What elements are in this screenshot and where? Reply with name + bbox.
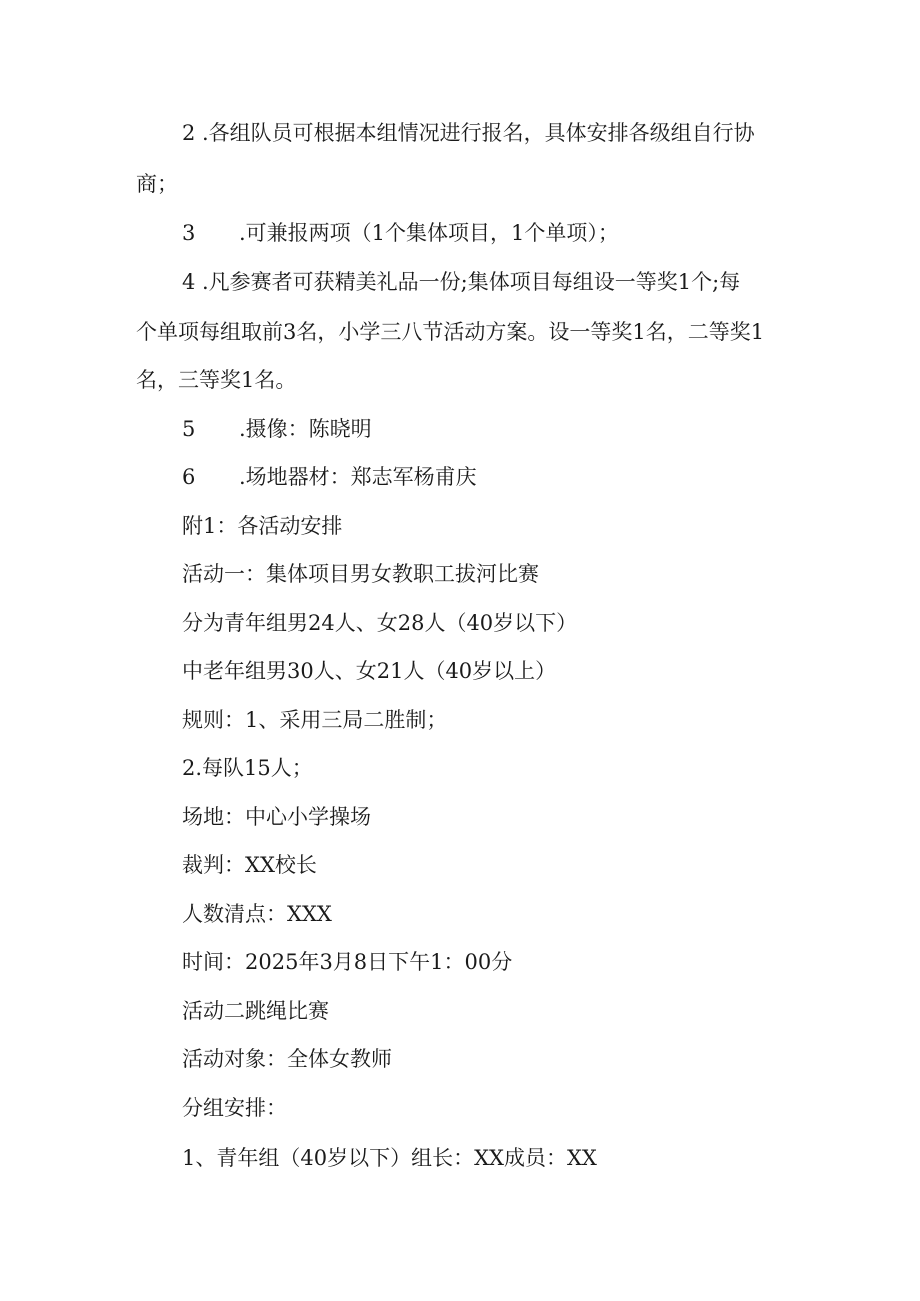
- activity-1-time: 时间：2025年3月8日下午1：00分: [182, 950, 513, 974]
- activity-1-title: 活动一：集体项目男女教职工拔河比赛: [182, 562, 539, 586]
- activity-1-rule-1: 规则：1、采用三局二胜制；: [182, 708, 448, 732]
- paragraph-4-number: 4: [182, 270, 196, 294]
- activity-2-youth-group: 1、青年组（40岁以下）组长：XX成员：XX: [182, 1146, 597, 1170]
- activity-1-rule-2: 2.每队15人；: [182, 756, 313, 780]
- paragraph-4-line-1: 4 .凡参赛者可获精美礼品一份;集体项目每组设一等奖1个;每: [182, 270, 741, 294]
- appendix-heading: 附1：各活动安排: [182, 514, 343, 538]
- paragraph-6: 6 .场地器材：郑志军杨甫庆: [182, 465, 477, 489]
- paragraph-4-line-3: 名，三等奖1名。: [136, 368, 297, 392]
- paragraph-3-number: 3: [182, 221, 196, 245]
- paragraph-4-line-2: 个单项每组取前3名，小学三八节活动方案。设一等奖1名，二等奖1: [136, 320, 765, 344]
- activity-1-referee: 裁判：XX校长: [182, 853, 317, 877]
- activity-1-youth-group: 分为青年组男24人、女28人（40岁以下）: [182, 611, 578, 635]
- activity-2-participants: 活动对象：全体女教师: [182, 1047, 392, 1071]
- paragraph-5: 5 .摄像：陈晓明: [182, 417, 372, 441]
- activity-2-title: 活动二跳绳比赛: [182, 999, 329, 1023]
- paragraph-2-number: 2: [182, 121, 196, 145]
- paragraph-2-line-1: 2 .各组队员可根据本组情况进行报名，具体安排各级组自行协: [182, 121, 755, 145]
- activity-1-senior-group: 中老年组男30人、女21人（40岁以上）: [182, 659, 557, 683]
- paragraph-3: 3 .可兼报两项（1个集体项目，1个单项）；: [182, 221, 619, 245]
- activity-2-grouping-heading: 分组安排：: [182, 1096, 287, 1120]
- activity-1-headcount: 人数清点：XXX: [182, 902, 332, 926]
- paragraph-5-number: 5: [182, 417, 196, 441]
- activity-1-venue: 场地：中心小学操场: [182, 805, 371, 829]
- paragraph-2-line-2: 商；: [136, 172, 178, 196]
- paragraph-6-number: 6: [182, 465, 196, 489]
